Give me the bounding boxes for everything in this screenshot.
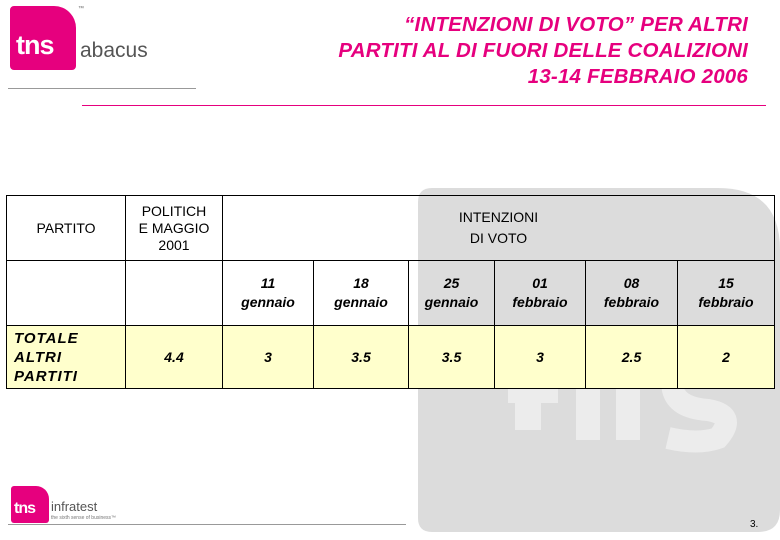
dates-row-empty-cell bbox=[7, 261, 126, 326]
header-politiche-line-1: POLITICH bbox=[141, 202, 207, 219]
slide-title bbox=[338, 12, 748, 90]
cell-value: 2.5 bbox=[586, 326, 678, 389]
date-month: febbraio bbox=[512, 294, 568, 310]
date-header bbox=[678, 261, 775, 326]
trademark-mark: ™ bbox=[78, 6, 84, 12]
date-day: 08 bbox=[623, 275, 640, 291]
date-month: febbraio bbox=[698, 294, 754, 310]
infratest-tagline: the sixth sense of business™ bbox=[51, 515, 117, 521]
date-header bbox=[495, 261, 586, 326]
logo-divider bbox=[8, 88, 196, 89]
cell-politiche-2001: 4.4 bbox=[126, 326, 223, 389]
tns-logo-badge bbox=[10, 6, 76, 70]
header-politiche-2001 bbox=[126, 196, 223, 261]
date-month: gennaio bbox=[424, 294, 479, 310]
tns-logo-badge-small bbox=[11, 486, 49, 523]
tns-infratest-logo bbox=[11, 486, 131, 526]
date-month: febbraio bbox=[603, 294, 660, 310]
date-day: 18 bbox=[353, 275, 369, 291]
footer-divider bbox=[8, 524, 406, 525]
date-header bbox=[223, 261, 314, 326]
header-partito: PARTITO bbox=[7, 196, 126, 261]
date-month: gennaio bbox=[334, 294, 388, 310]
date-day: 01 bbox=[532, 275, 548, 291]
page-number: 3. bbox=[750, 519, 759, 530]
header-politiche-line-2: E MAGGIO bbox=[138, 219, 210, 236]
table-header-row bbox=[7, 196, 775, 261]
dates-row-empty-cell bbox=[126, 261, 223, 326]
infratest-wordmark: infratest bbox=[51, 499, 98, 514]
date-header bbox=[409, 261, 495, 326]
row-label-line-3: PARTITI bbox=[14, 367, 78, 385]
tns-logo-badge-small-text: tns bbox=[14, 500, 35, 517]
header-intenzioni-line-2: DI VOTO bbox=[469, 230, 528, 246]
title-line-1: “INTENZIONI DI VOTO” PER ALTRI bbox=[404, 13, 748, 36]
header-politiche-line-3: 2001 bbox=[158, 236, 190, 253]
table-row bbox=[7, 326, 775, 389]
tns-logo-badge-text: tns bbox=[16, 30, 54, 60]
date-header bbox=[586, 261, 678, 326]
title-divider bbox=[82, 105, 766, 106]
cell-value: 3.5 bbox=[314, 326, 409, 389]
cell-value: 3 bbox=[495, 326, 586, 389]
date-day: 15 bbox=[718, 275, 734, 291]
table-dates-row bbox=[7, 261, 775, 326]
date-header bbox=[314, 261, 409, 326]
header-intenzioni-line-1: INTENZIONI bbox=[458, 209, 539, 225]
row-label-line-2: ALTRI bbox=[14, 348, 63, 366]
title-line-2: PARTITI AL DI FUORI DELLE COALIZIONI bbox=[338, 39, 748, 62]
cell-value: 3 bbox=[223, 326, 314, 389]
title-line-3: 13-14 FEBBRAIO 2006 bbox=[527, 65, 748, 88]
header-intenzioni-di-voto bbox=[223, 196, 775, 261]
tns-abacus-logo bbox=[10, 6, 150, 72]
cell-value: 3.5 bbox=[409, 326, 495, 389]
row-label-totale-altri-partiti bbox=[7, 326, 126, 389]
cell-value: 2 bbox=[678, 326, 775, 389]
voting-intentions-table bbox=[6, 195, 775, 389]
date-month: gennaio bbox=[241, 294, 295, 310]
date-day: 25 bbox=[443, 275, 460, 291]
date-day: 11 bbox=[260, 275, 276, 291]
abacus-wordmark: abacus bbox=[80, 39, 148, 62]
row-label-line-1: TOTALE bbox=[14, 329, 79, 347]
